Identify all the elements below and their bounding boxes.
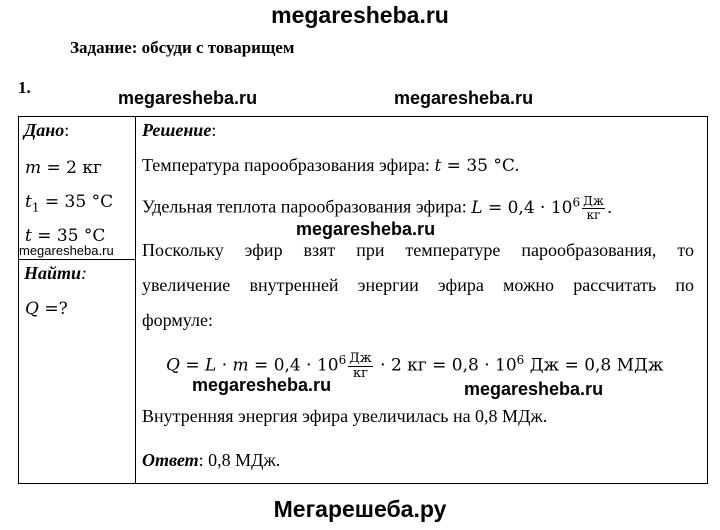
watermark-lower-right: megaresheba.ru	[464, 379, 604, 399]
solution-paragraph-line-2: увеличение внутренней энергии эфира можно рассчитать по	[142, 275, 694, 295]
solution-line-temperature: Температура парообразования эфира: t = 35 °C.	[142, 155, 520, 176]
watermark-center: megaresheba.ru	[296, 219, 436, 239]
solution-header: Решение:	[142, 120, 217, 140]
watermark-mid-right: megaresheba.ru	[394, 88, 534, 108]
site-watermark-bottom: Мегарешеба.ру	[273, 496, 447, 522]
formula-unit-fraction: $\frac{Дж}{кг}$	[349, 351, 372, 381]
site-watermark-top: megaresheba.ru	[271, 2, 449, 28]
table-divider-vertical	[135, 116, 136, 484]
task-title: Задание: обсуди с товарищем	[70, 38, 295, 57]
watermark-mid-left: megaresheba.ru	[118, 88, 258, 108]
table-divider-horizontal	[18, 259, 136, 260]
unit-fraction: $\frac{Дж}{кг}$	[583, 194, 604, 222]
given-mass: m = 2 кг	[25, 158, 102, 178]
find-q: Q =?	[25, 299, 68, 319]
given-t1: $t_1 = 35$ °C	[25, 192, 114, 215]
given-t: t = 35 °C	[25, 226, 106, 246]
solution-formula: $Q = L \cdot m = 0,4 \cdot 10^6$ $\frac{Дж}{кг}$ · 2 кг = $0,8 \cdot 10^6$ Дж = 0,8 МДж	[166, 351, 664, 381]
problem-number: 1.	[18, 78, 31, 97]
solution-paragraph-line-1: Поскольку эфир взят при температуре парообразования, то	[142, 240, 694, 260]
solution-paragraph-line-3: формуле:	[142, 310, 213, 330]
solution-answer: Ответ: 0,8 МДж.	[142, 450, 281, 470]
watermark-lower-left: megaresheba.ru	[192, 375, 332, 395]
given-header: Дано:	[24, 120, 70, 140]
find-header: Найти:	[24, 263, 88, 283]
solution-line-heat: Удельная теплота парообразования эфира: $L = 0,4 \cdot 10^6$ $\frac{Дж}{кг}$ .	[142, 194, 613, 222]
solution-conclusion: Внутренняя энергия эфира увеличилась на 0,8 МДж.	[142, 406, 548, 426]
watermark-small: megaresheba.ru	[19, 243, 114, 258]
